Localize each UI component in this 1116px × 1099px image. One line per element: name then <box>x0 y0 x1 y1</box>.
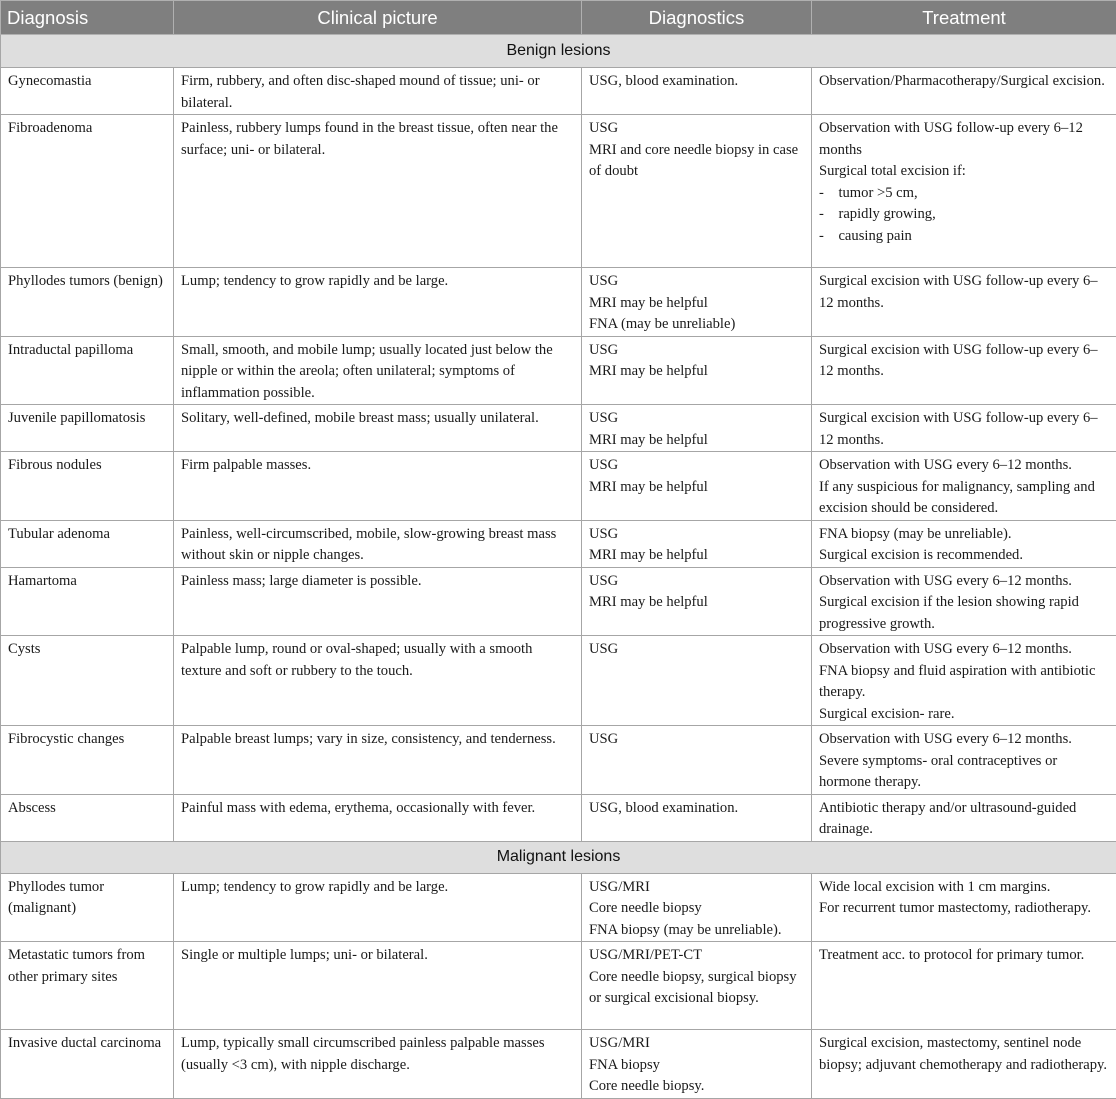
cell-line: If any suspicious for malignancy, sampling and excision should be considered. <box>819 477 1109 520</box>
cell-line: USG <box>589 524 804 546</box>
clinical-picture-cell <box>174 520 582 567</box>
cell-line: MRI may be helpful <box>589 477 804 499</box>
cell-line: Phyllodes tumor (malignant) <box>8 877 166 920</box>
diagnostics-cell <box>582 873 812 942</box>
table-row <box>1 268 1116 337</box>
cell-line: Small, smooth, and mobile lump; usually located just below the nipple or within the areola; often unilateral; symptoms of inflammation possible. <box>181 340 574 405</box>
header-treatment: Treatment <box>812 1 1116 35</box>
table-row <box>1 68 1116 115</box>
diagnostics-cell <box>582 636 812 726</box>
table-row <box>1 942 1116 1030</box>
treatment-cell <box>812 1030 1116 1099</box>
clinical-picture-cell <box>174 942 582 1030</box>
cell-line: Core needle biopsy. <box>589 1076 804 1098</box>
cell-line: USG/MRI <box>589 1033 804 1055</box>
diagnosis-cell <box>1 794 174 841</box>
clinical-picture-cell <box>174 567 582 636</box>
cell-line: - rapidly growing, <box>819 204 1109 226</box>
cell-line: Painless, rubbery lumps found in the breast tissue, often near the surface; uni- or bilateral. <box>181 118 574 161</box>
header-diagnosis: Diagnosis <box>1 1 174 35</box>
header-clinical-picture: Clinical picture <box>174 1 582 35</box>
cell-line: Observation with USG every 6–12 months. <box>819 571 1109 593</box>
cell-line: - tumor >5 cm, <box>819 183 1109 205</box>
cell-line: Abscess <box>8 798 166 820</box>
cell-line: Wide local excision with 1 cm margins. <box>819 877 1109 899</box>
diagnosis-cell <box>1 115 174 268</box>
diagnosis-cell <box>1 68 174 115</box>
diagnostics-cell <box>582 794 812 841</box>
cell-line: Firm palpable masses. <box>181 455 574 477</box>
cell-line: Core needle biopsy <box>589 898 804 920</box>
section-row <box>1 35 1116 68</box>
cell-line: Antibiotic therapy and/or ultrasound-guided drainage. <box>819 798 1109 841</box>
diagnostics-cell <box>582 726 812 795</box>
diagnostics-cell <box>582 567 812 636</box>
treatment-cell <box>812 942 1116 1030</box>
treatment-cell <box>812 68 1116 115</box>
diagnosis-cell <box>1 268 174 337</box>
cell-line: Painful mass with edema, erythema, occasionally with fever. <box>181 798 574 820</box>
clinical-picture-cell <box>174 268 582 337</box>
cell-line: Observation/Pharmacotherapy/Surgical excision. <box>819 71 1109 93</box>
cell-line: Fibroadenoma <box>8 118 166 140</box>
cell-line: Palpable breast lumps; vary in size, consistency, and tenderness. <box>181 729 574 751</box>
cell-line: USG <box>589 455 804 477</box>
cell-line: Hamartoma <box>8 571 166 593</box>
table-row <box>1 520 1116 567</box>
cell-line: FNA biopsy <box>589 1055 804 1077</box>
diagnostics-cell <box>582 115 812 268</box>
cell-line: Painless, well-circumscribed, mobile, slow-growing breast mass without skin or nipple changes. <box>181 524 574 567</box>
cell-line: USG <box>589 408 804 430</box>
treatment-cell <box>812 794 1116 841</box>
cell-line: Fibrous nodules <box>8 455 166 477</box>
cell-line: USG/MRI/PET-CT <box>589 945 804 967</box>
cell-line: For recurrent tumor mastectomy, radiotherapy. <box>819 898 1109 920</box>
clinical-picture-cell <box>174 636 582 726</box>
cell-line: MRI may be helpful <box>589 592 804 614</box>
diagnosis-cell <box>1 520 174 567</box>
cell-line: Surgical excision if the lesion showing rapid progressive growth. <box>819 592 1109 635</box>
cell-line: Palpable lump, round or oval-shaped; usually with a smooth texture and soft or rubbery to the touch. <box>181 639 574 682</box>
cell-line: FNA biopsy (may be unreliable). <box>819 524 1109 546</box>
table-row <box>1 1030 1116 1099</box>
diagnostics-cell <box>582 1030 812 1099</box>
table-row <box>1 452 1116 521</box>
treatment-cell <box>812 452 1116 521</box>
cell-line: USG <box>589 271 804 293</box>
cell-line: Gynecomastia <box>8 71 166 93</box>
cell-line: Painless mass; large diameter is possible. <box>181 571 574 593</box>
cell-line: Metastatic tumors from other primary sites <box>8 945 166 988</box>
cell-line: Intraductal papilloma <box>8 340 166 362</box>
cell-line: MRI may be helpful <box>589 293 804 315</box>
table-row <box>1 405 1116 452</box>
cell-line: Invasive ductal carcinoma <box>8 1033 166 1055</box>
diagnosis-cell <box>1 873 174 942</box>
clinical-picture-cell <box>174 726 582 795</box>
clinical-picture-cell <box>174 68 582 115</box>
cell-line: Surgical excision with USG follow-up every 6–12 months. <box>819 340 1109 383</box>
table-row <box>1 115 1116 268</box>
diagnosis-cell <box>1 726 174 795</box>
clinical-picture-cell <box>174 115 582 268</box>
cell-line: USG <box>589 639 804 661</box>
diagnostics-cell <box>582 452 812 521</box>
table-row <box>1 336 1116 405</box>
cell-line: Phyllodes tumors (benign) <box>8 271 166 293</box>
cell-line: Observation with USG follow-up every 6–12 months <box>819 118 1109 161</box>
cell-line: Surgical total excision if: <box>819 161 1109 183</box>
cell-line: USG <box>589 729 804 751</box>
cell-line: Firm, rubbery, and often disc-shaped mound of tissue; uni- or bilateral. <box>181 71 574 114</box>
diagnosis-cell <box>1 405 174 452</box>
treatment-cell <box>812 336 1116 405</box>
diagnostics-cell <box>582 405 812 452</box>
cell-line: Observation with USG every 6–12 months. <box>819 639 1109 661</box>
cell-line: MRI may be helpful <box>589 361 804 383</box>
cell-line: FNA biopsy and fluid aspiration with antibiotic therapy. <box>819 661 1109 704</box>
treatment-cell <box>812 115 1116 268</box>
cell-line: USG <box>589 571 804 593</box>
table-row <box>1 567 1116 636</box>
diagnostics-cell <box>582 942 812 1030</box>
section-title: Benign lesions <box>1 35 1116 68</box>
header-row <box>1 1 1116 35</box>
diagnosis-cell <box>1 1030 174 1099</box>
treatment-cell <box>812 726 1116 795</box>
clinical-picture-cell <box>174 873 582 942</box>
cell-line: USG <box>589 118 804 140</box>
cell-line: USG, blood examination. <box>589 798 804 820</box>
diagnosis-cell <box>1 452 174 521</box>
diagnostics-cell <box>582 336 812 405</box>
cell-line: Juvenile papillomatosis <box>8 408 166 430</box>
clinical-picture-cell <box>174 1030 582 1099</box>
cell-line: Lump; tendency to grow rapidly and be large. <box>181 271 574 293</box>
treatment-cell <box>812 567 1116 636</box>
cell-line: Lump; tendency to grow rapidly and be large. <box>181 877 574 899</box>
clinical-picture-cell <box>174 452 582 521</box>
table-body <box>1 35 1116 1099</box>
cell-line: Tubular adenoma <box>8 524 166 546</box>
cell-line: Single or multiple lumps; uni- or bilateral. <box>181 945 574 967</box>
cell-line: Observation with USG every 6–12 months. <box>819 729 1109 751</box>
table-row <box>1 636 1116 726</box>
cell-line: Observation with USG every 6–12 months. <box>819 455 1109 477</box>
cell-line: FNA biopsy (may be unreliable). <box>589 920 804 942</box>
header-diagnostics: Diagnostics <box>582 1 812 35</box>
cell-line: USG, blood examination. <box>589 71 804 93</box>
cell-line: Core needle biopsy, surgical biopsy or surgical excisional biopsy. <box>589 967 804 1010</box>
cell-line: USG <box>589 340 804 362</box>
table-row <box>1 794 1116 841</box>
cell-line: Treatment acc. to protocol for primary tumor. <box>819 945 1109 967</box>
table-row <box>1 873 1116 942</box>
diagnosis-cell <box>1 942 174 1030</box>
table-header <box>1 1 1116 35</box>
cell-line: Surgical excision with USG follow-up every 6–12 months. <box>819 271 1109 314</box>
cell-line: Lump, typically small circumscribed painless palpable masses (usually <3 cm), with nipple discharge. <box>181 1033 574 1076</box>
treatment-cell <box>812 268 1116 337</box>
clinical-picture-cell <box>174 794 582 841</box>
treatment-cell <box>812 636 1116 726</box>
cell-line: Surgical excision- rare. <box>819 704 1109 726</box>
cell-line: FNA (may be unreliable) <box>589 314 804 336</box>
section-row <box>1 841 1116 873</box>
cell-line: Surgical excision with USG follow-up every 6–12 months. <box>819 408 1109 451</box>
cell-line: Fibrocystic changes <box>8 729 166 751</box>
clinical-picture-cell <box>174 405 582 452</box>
cell-line: Surgical excision, mastectomy, sentinel node biopsy; adjuvant chemotherapy and radiotherapy. <box>819 1033 1109 1076</box>
treatment-cell <box>812 405 1116 452</box>
table-row <box>1 726 1116 795</box>
diagnosis-cell <box>1 636 174 726</box>
diagnostics-cell <box>582 520 812 567</box>
cell-line: - causing pain <box>819 226 1109 248</box>
treatment-cell <box>812 873 1116 942</box>
cell-line: USG/MRI <box>589 877 804 899</box>
cell-line: Severe symptoms- oral contraceptives or hormone therapy. <box>819 751 1109 794</box>
cell-line: MRI may be helpful <box>589 545 804 567</box>
cell-line: Surgical excision is recommended. <box>819 545 1109 567</box>
diagnostics-cell <box>582 68 812 115</box>
clinical-picture-cell <box>174 336 582 405</box>
diagnosis-cell <box>1 567 174 636</box>
cell-line: Solitary, well-defined, mobile breast mass; usually unilateral. <box>181 408 574 430</box>
treatment-cell <box>812 520 1116 567</box>
cell-line: MRI and core needle biopsy in case of doubt <box>589 140 804 183</box>
cell-line: MRI may be helpful <box>589 430 804 452</box>
diagnostics-cell <box>582 268 812 337</box>
section-title: Malignant lesions <box>1 841 1116 873</box>
cell-line: Cysts <box>8 639 166 661</box>
diagnosis-cell <box>1 336 174 405</box>
